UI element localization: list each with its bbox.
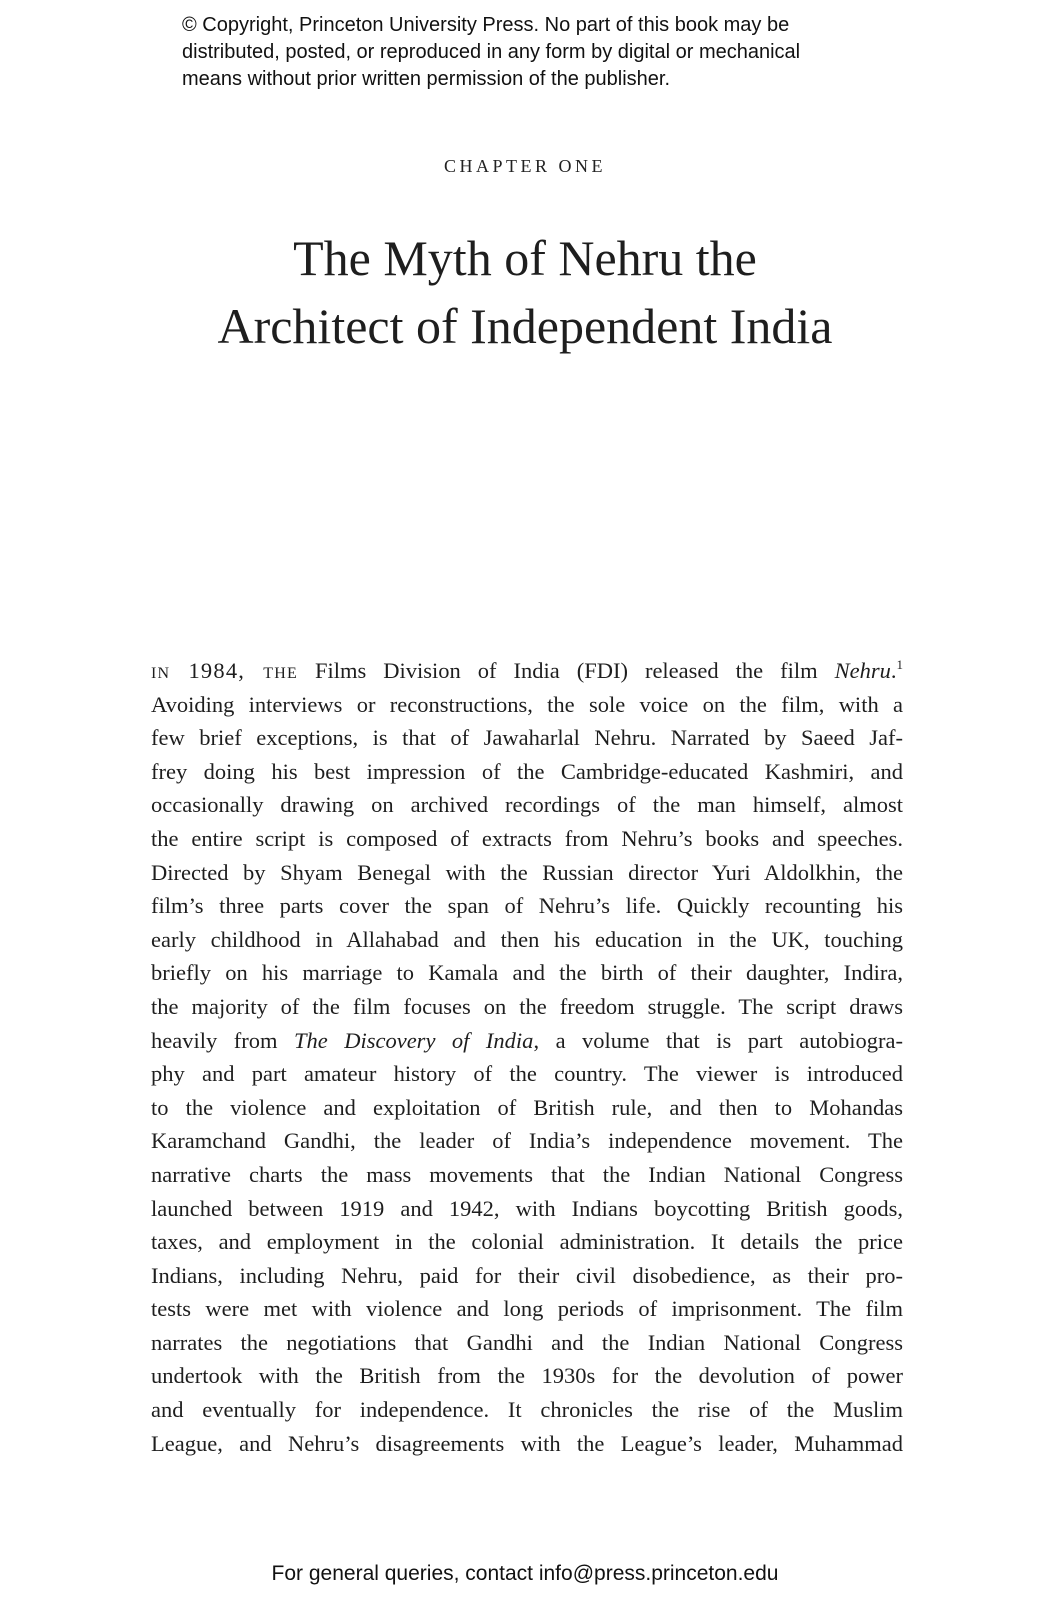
- chapter-label: CHAPTER ONE: [443, 156, 606, 176]
- body-line: Indians, including Nehru, paid for their civil disobedience, as their pro-: [151, 1262, 903, 1288]
- body-line: and eventually for independence. It chronicles the rise of the Muslim: [151, 1397, 903, 1423]
- body-line: briefly on his marriage to Kamala and the birth of their daughter, Indira,: [151, 960, 903, 986]
- chapter-title: [0, 224, 1050, 360]
- body-text-run: heavily from: [151, 1027, 294, 1053]
- body-line: Directed by Shyam Benegal with the Russian director Yuri Aldolkhin, the: [151, 859, 903, 885]
- copyright-notice: [182, 12, 902, 93]
- body-paragraph: [151, 654, 903, 1460]
- book-title: The Discovery of India: [293, 1027, 534, 1053]
- body-line: undertook with the British from the 1930s for the devolution of power: [151, 1363, 903, 1389]
- body-line: film’s three parts cover the span of Nehru’s life. Quickly recounting his: [151, 893, 903, 919]
- body-line: taxes, and employment in the colonial administration. It details the price: [151, 1229, 903, 1255]
- copyright-line: © Copyright, Princeton University Press. No part of this book may be: [182, 14, 790, 36]
- body-line: Karamchand Gandhi, the leader of India’s independence movement. The: [151, 1128, 903, 1154]
- body-line: Avoiding interviews or reconstructions, the sole voice on the film, with a: [151, 691, 903, 717]
- body-line: narrates the negotiations that Gandhi and the Indian National Congress: [151, 1329, 903, 1355]
- body-text-run: Films Division of India (FDI) released the film: [298, 658, 835, 683]
- body-line: phy and part amateur history of the country. The viewer is introduced: [151, 1061, 903, 1087]
- opening-smallcaps: the: [263, 658, 298, 683]
- body-line: [151, 1024, 903, 1058]
- footer-contact: For general queries, contact info@press.princeton.edu: [271, 1562, 779, 1585]
- chapter-title-line: Architect of Independent India: [217, 298, 833, 354]
- body-line: few brief exceptions, is that of Jawaharlal Nehru. Narrated by Saeed Jaf-: [151, 725, 903, 751]
- body-line: tests were met with violence and long periods of imprisonment. The film: [151, 1296, 903, 1322]
- body-line: the entire script is composed of extracts from Nehru’s books and speeches.: [151, 825, 903, 851]
- body-line: early childhood in Allahabad and then his education in the UK, touching: [151, 926, 903, 952]
- body-text-run: , a volume that is part autobiogra-: [533, 1027, 903, 1053]
- film-title: Nehru: [834, 658, 891, 683]
- body-line: League, and Nehru’s disagreements with the League’s leader, Muhammad: [151, 1430, 903, 1456]
- body-line: [151, 654, 903, 688]
- copyright-line: means without prior written permission of the publisher.: [182, 68, 671, 90]
- body-text-run: .: [890, 658, 897, 683]
- body-line: the majority of the film focuses on the freedom struggle. The script draws: [151, 993, 903, 1019]
- chapter-title-line: The Myth of Nehru the: [293, 230, 757, 286]
- body-line: to the violence and exploitation of British rule, and then to Mohandas: [151, 1094, 903, 1120]
- copyright-line: distributed, posted, or reproduced in any form by digital or mechanical: [182, 41, 801, 63]
- footnote-marker[interactable]: 1: [896, 657, 903, 672]
- opening-smallcaps: in 1984,: [151, 658, 264, 683]
- body-line: launched between 1919 and 1942, with Indians boycotting British goods,: [151, 1195, 903, 1221]
- body-line: frey doing his best impression of the Cambridge-educated Kashmiri, and: [151, 758, 903, 784]
- body-line: occasionally drawing on archived recordings of the man himself, almost: [151, 792, 903, 818]
- body-line: narrative charts the mass movements that the Indian National Congress: [151, 1161, 903, 1187]
